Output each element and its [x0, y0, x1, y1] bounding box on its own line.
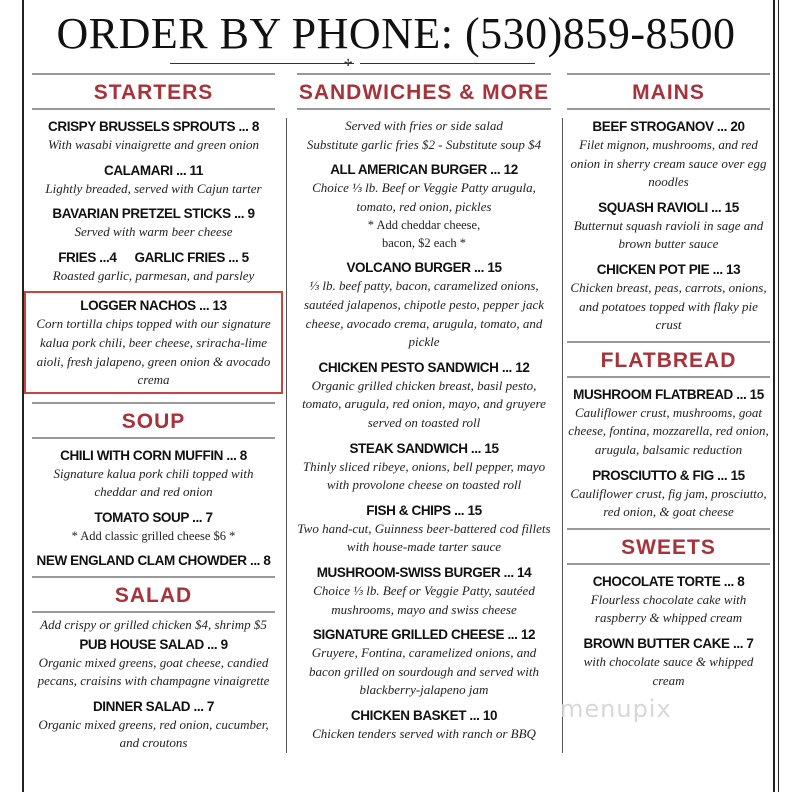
item-name: FRIES ...4 — [58, 249, 117, 265]
item-desc: Gruyere, Fontina, caramelized onions, and bacon grilled on sourdough and served with blackberry-jalapeno jam — [309, 645, 539, 698]
flourish-icon: ✢ — [344, 58, 353, 69]
item-desc: Lightly breaded, served with Cajun tarter — [45, 180, 262, 196]
item-desc: Cauliflower crust, fig jam, prosciutto, red onion, & goat cheese — [570, 485, 767, 520]
item-name: ALL AMERICAN BURGER ... 12 — [330, 162, 518, 178]
menu-item — [32, 508, 275, 545]
item-desc: with chocolate sauce & whipped cream — [583, 653, 754, 688]
menu-item — [567, 260, 770, 335]
menu-item — [567, 117, 770, 192]
section-heading-salad: SALAD — [32, 576, 275, 613]
item-name: CRISPY BRUSSELS SPROUTS ... 8 — [48, 119, 259, 134]
menu-item — [567, 198, 770, 254]
ornament-line-right — [360, 63, 535, 64]
item-desc: Thinly sliced ribeye, onions, bell pepper, mayo with provolone cheese on toasted roll — [302, 458, 546, 493]
menu-item — [567, 466, 770, 522]
section-heading-mains: MAINS — [567, 73, 770, 110]
item-desc: Cauliflower crust, mushrooms, goat cheese, fontina, mozzarella, red onion, arugula, balsamic reduction — [568, 404, 769, 457]
menu-item — [297, 258, 551, 351]
menu-item — [297, 706, 551, 744]
item-name: BAVARIAN PRETZEL STICKS ... 9 — [52, 206, 255, 222]
item-name: FISH & CHIPS ... 15 — [366, 502, 482, 518]
item-name: MUSHROOM FLATBREAD ... 15 — [573, 386, 764, 402]
column-divider — [286, 118, 287, 753]
item-name: PUB HOUSE SALAD ... 9 — [79, 636, 228, 652]
section-heading-flatbread: FLATBREAD — [567, 341, 770, 378]
column-divider — [562, 118, 563, 753]
item-desc: Organic mixed greens, goat cheese, candied pecans, craisins with champagne vinaigrette — [37, 654, 270, 689]
item-name: CHICKEN POT PIE ... 13 — [596, 261, 741, 277]
item-name: NEW ENGLAND CLAM CHOWDER ... 8 — [36, 552, 271, 568]
item-desc: Organic mixed greens, red onion, cucumber, and croutons — [38, 716, 269, 751]
section-heading-soup: SOUP — [32, 402, 275, 439]
watermark: menupix — [560, 695, 672, 723]
menu-item — [32, 697, 275, 753]
item-desc: Butternut squash ravioli in sage and brown butter sauce — [573, 217, 764, 252]
item-name: LOGGER NACHOS ... 13 — [80, 298, 227, 314]
item-desc: Two hand-cut, Guinness beer-battered cod fillets with house-made tarter sauce — [297, 520, 551, 555]
intro-line: Served with fries or side salad — [345, 118, 503, 133]
item-desc: Chicken breast, peas, carrots, onions, and potatoes topped with flaky pie crust — [570, 279, 767, 333]
item-name: CHILI WITH CORN MUFFIN ... 8 — [60, 447, 247, 463]
item-name: TOMATO SOUP ... 7 — [94, 509, 213, 525]
section-intro: Add crispy or grilled chicken $4, shrimp $5 — [40, 616, 267, 632]
right-column — [567, 73, 770, 696]
menu-item — [32, 446, 275, 502]
section-heading-sweets: SWEETS — [567, 528, 770, 565]
item-desc: Flourless chocolate cake with raspberry & whipped cream — [590, 591, 747, 626]
item-name: SIGNATURE GRILLED CHEESE ... 12 — [312, 627, 536, 643]
menu-item — [297, 625, 551, 700]
item-name: VOLCANO BURGER ... 15 — [346, 260, 502, 276]
item-name: CHOCOLATE TORTE ... 8 — [592, 573, 745, 589]
featured-item-box — [24, 291, 283, 393]
menu-item-fries — [32, 248, 275, 286]
intro-line: Substitute garlic fries $2 - Substitute soup $4 — [306, 136, 542, 152]
item-name: BEEF STROGANOV ... 20 — [592, 119, 745, 134]
item-desc: Choice ⅓ lb. Beef or Veggie Patty, sautéed mushrooms, mayo and swiss cheese — [313, 582, 535, 617]
item-desc: ⅓ lb. beef patty, bacon, caramelized onions, sautéed jalapenos, chipotle pesto, pepper jack cheese, avocado crema, arugula, tomato, and pickle — [303, 278, 545, 350]
item-desc: Choice ⅓ lb. Beef or Veggie Patty arugula, tomato, red onion, pickles — [312, 180, 536, 214]
menu-item — [567, 572, 770, 628]
item-desc: Served with warm beer cheese — [74, 224, 233, 240]
item-name: GARLIC FRIES ... 5 — [134, 249, 249, 265]
page-border-right — [773, 0, 779, 792]
item-desc: Organic grilled chicken breast, basil pesto, tomato, arugula, red onion, mayo, and gruyere served on toasted roll — [302, 377, 546, 430]
left-column — [32, 73, 275, 759]
menu-item — [567, 634, 770, 690]
item-name: CHICKEN PESTO SANDWICH ... 12 — [318, 359, 530, 375]
item-desc: Roasted garlic, parmesan, and parsley — [52, 267, 255, 283]
menu-item — [32, 551, 275, 570]
page-border-left — [22, 0, 24, 792]
menu-item — [297, 160, 551, 252]
menu-item — [567, 385, 770, 460]
item-name: DINNER SALAD ... 7 — [92, 698, 215, 714]
ornament-line-left — [170, 63, 354, 64]
item-desc: Chicken tenders served with ranch or BBQ — [312, 725, 536, 741]
item-note: * Add cheddar cheese, bacon, $2 each * — [367, 218, 481, 251]
menu-item — [32, 635, 275, 691]
menu-item — [32, 204, 275, 242]
section-intro — [297, 117, 551, 154]
item-name: PROSCIUTTO & FIG ... 15 — [592, 467, 745, 483]
page-title: ORDER BY PHONE: (530)859-8500 — [56, 9, 736, 58]
middle-column — [297, 73, 551, 749]
menu-item — [32, 117, 275, 155]
item-name: BROWN BUTTER CAKE ... 7 — [583, 635, 754, 651]
item-desc: Filet mignon, mushrooms, and red onion in sherry cream sauce over egg noodles — [570, 137, 767, 190]
item-name: SQUASH RAVIOLI ... 15 — [598, 199, 739, 215]
menu-item — [297, 439, 551, 495]
menu-item — [297, 501, 551, 557]
item-name: STEAK SANDWICH ... 15 — [349, 440, 499, 456]
section-heading-sandwiches: SANDWICHES & MORE — [297, 73, 551, 110]
item-name: MUSHROOM-SWISS BURGER ... 14 — [316, 564, 532, 580]
section-heading-starters: STARTERS — [32, 73, 275, 110]
item-note: * Add classic grilled cheese $6 * — [71, 528, 236, 543]
item-desc: Corn tortilla chips topped with our signature kalua pork chili, beer cheese, sriracha-lime aioli, fresh jalapeno, green onion & avocado crema — [36, 316, 271, 388]
item-desc: With wasabi vinaigrette and green onion — [48, 137, 259, 152]
menu-item — [297, 358, 551, 433]
item-desc: Signature kalua pork chili topped with cheddar and red onion — [53, 465, 254, 500]
item-name: CALAMARI ... 11 — [103, 162, 203, 178]
menu-item — [32, 161, 275, 199]
menu-item — [297, 563, 551, 619]
item-name: CHICKEN BASKET ... 10 — [350, 707, 498, 723]
